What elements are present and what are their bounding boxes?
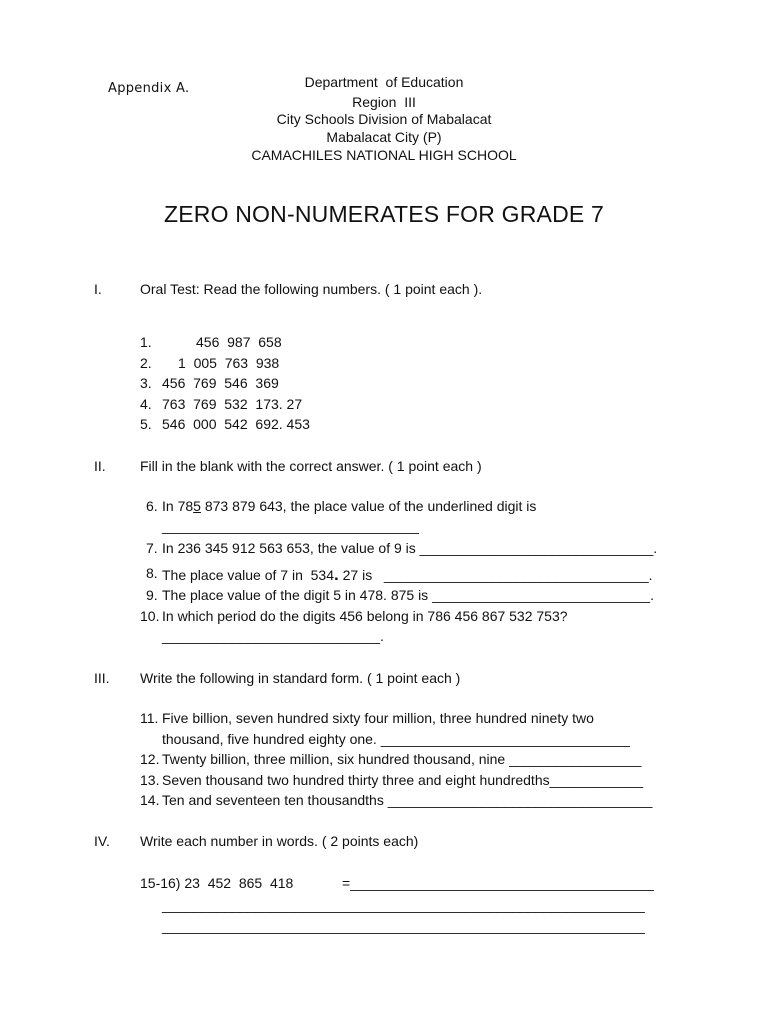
question-14-text: Ten and seventeen ten thousandths __________________________________: [162, 792, 653, 808]
question-number: 13.: [140, 772, 160, 788]
question-number: 8.: [146, 565, 158, 581]
oral-item-number: 1.: [140, 334, 152, 350]
question-10-text: In which period do the digits 456 belong in 786 456 867 532 753?: [162, 608, 568, 624]
appendix-label: Appendix A.: [108, 81, 190, 96]
question-15-16-answer-blank[interactable]: =_______________________________________: [342, 875, 654, 891]
section-4-instruction: Write each number in words. ( 2 points each): [140, 833, 419, 849]
section-3-roman: III.: [94, 670, 110, 686]
question-number: 11.: [140, 710, 159, 726]
oral-item-value: 1 005 763 938: [178, 355, 280, 371]
oral-item-number: 3.: [140, 375, 152, 391]
header-city: Mabalacat City (P): [326, 129, 442, 145]
question-8-pre: The place value of 7 in 534: [162, 567, 335, 583]
question-8-post: 27 is __________________________________.: [338, 567, 653, 583]
question-number: 12.: [140, 751, 160, 767]
question-number: 9.: [146, 587, 158, 603]
header-region: Region III: [352, 94, 416, 110]
question-11-line-1: Five billion, seven hundred sixty four million, three hundred ninety two: [162, 710, 594, 726]
page-title: ZERO NON-NUMERATES FOR GRADE 7: [163, 201, 605, 227]
question-8-text: [162, 566, 653, 583]
question-6-answer-blank[interactable]: _________________________________: [162, 518, 419, 534]
header-department: Department of Education: [304, 74, 464, 90]
question-12-text: Twenty billion, three million, six hundred thousand, nine _________________: [162, 751, 642, 767]
section-4-roman: IV.: [94, 833, 110, 849]
question-13-text: Seven thousand two hundred thirty three and eight hundredths____________: [162, 772, 644, 788]
oral-item-value: 546 000 542 692. 453: [162, 416, 310, 432]
question-6-pre: In 78: [162, 498, 194, 514]
oral-item-number: 2.: [140, 355, 152, 371]
question-number: 7.: [146, 540, 158, 556]
header-division: City Schools Division of Mabalacat: [276, 111, 492, 127]
question-8-decimal-point: .: [334, 565, 339, 584]
question-15-16-label: 15-16) 23 452 865 418: [140, 875, 294, 891]
section-3-instruction: Write the following in standard form. ( 1 point each ): [140, 670, 461, 686]
question-6-post: 873 879 643, the place value of the underlined digit is: [200, 498, 537, 514]
question-11-line-2: thousand, five hundred eighty one. ________________________________: [162, 731, 630, 747]
section-1-roman: I.: [94, 281, 102, 297]
question-6-text: [162, 499, 536, 513]
question-7-text: In 236 345 912 563 653, the value of 9 is ______________________________.: [162, 540, 658, 556]
header-school: CAMACHILES NATIONAL HIGH SCHOOL: [251, 147, 517, 163]
question-number: 6.: [146, 498, 158, 514]
section-2-roman: II.: [94, 458, 106, 474]
section-1-instruction: Oral Test: Read the following numbers. ( 1 point each ).: [140, 281, 483, 297]
section-2-instruction: Fill in the blank with the correct answer. ( 1 point each ): [140, 458, 482, 474]
question-number: 14.: [140, 792, 160, 808]
question-10-answer-blank[interactable]: ____________________________.: [162, 628, 384, 644]
oral-item-value: 763 769 532 173. 27: [162, 396, 303, 412]
oral-item-number: 4.: [140, 396, 152, 412]
oral-item-number: 5.: [140, 416, 152, 432]
question-number: 10.: [140, 608, 160, 624]
answer-line[interactable]: ______________________________________________________________: [162, 918, 645, 934]
oral-item-value: 456 769 546 369: [162, 375, 279, 391]
underlined-digit: 5: [193, 498, 201, 514]
oral-item-value: 456 987 658: [196, 334, 282, 350]
answer-line[interactable]: ______________________________________________________________: [162, 897, 645, 913]
question-9-text: The place value of the digit 5 in 478. 875 is ____________________________.: [162, 587, 654, 603]
